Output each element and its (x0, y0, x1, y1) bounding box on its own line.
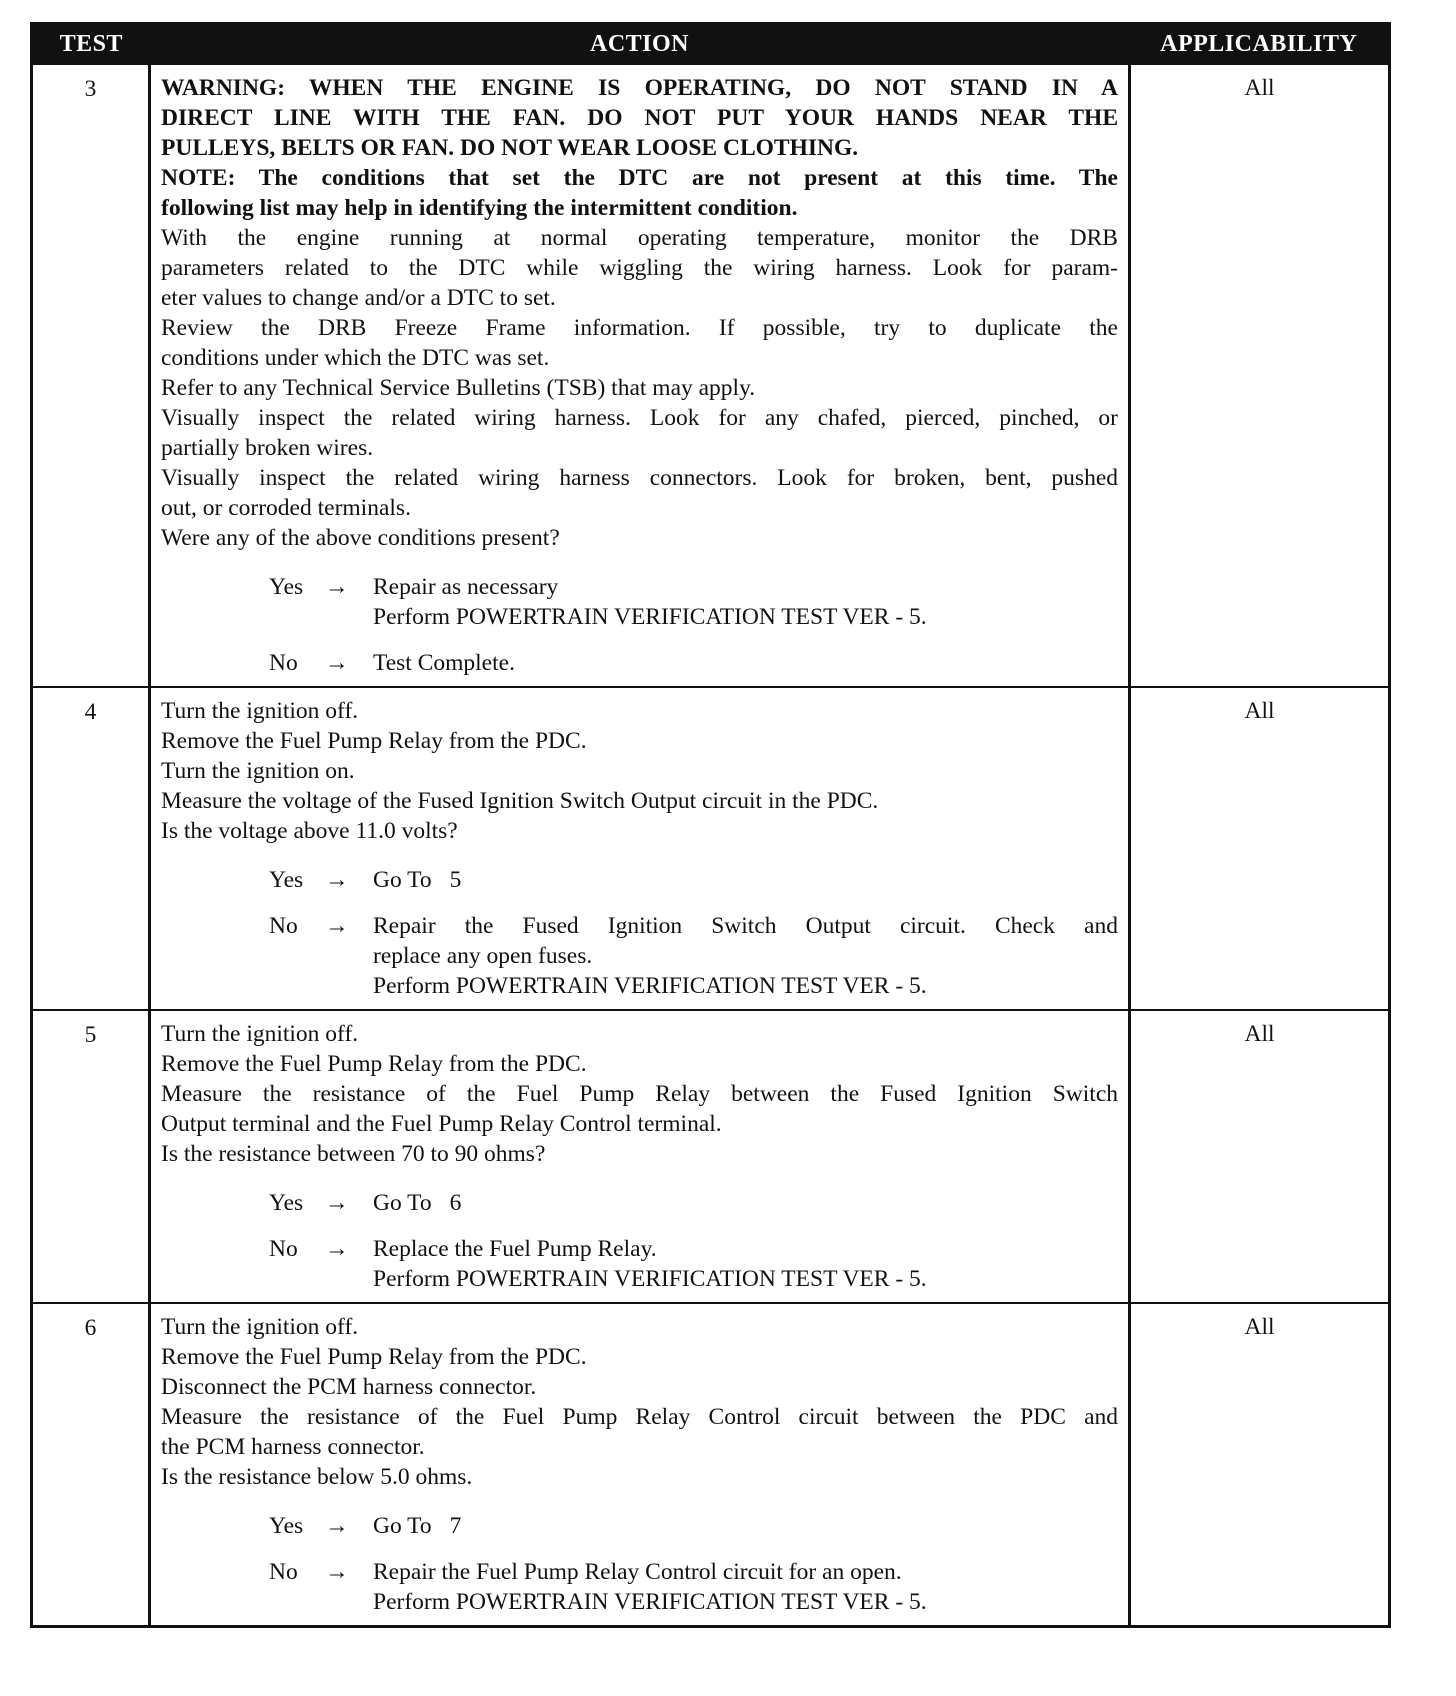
action-text: With the engine running at normal operating temperature, monitor the DRB (161, 225, 1118, 251)
action-text: Turn the ignition off. (161, 1021, 359, 1047)
table-row (32, 1010, 1390, 1303)
arrow-right-icon: → (325, 574, 349, 600)
test-number: 5 (32, 1010, 150, 1303)
goto-text: Go To (373, 867, 432, 893)
yes-outcome (269, 1511, 1118, 1541)
table-row (32, 1303, 1390, 1627)
applicability-value: All (1130, 64, 1390, 687)
outcomes (161, 1188, 1118, 1294)
result-text: Test Complete. (373, 650, 515, 676)
question-text: Is the resistance below 5.0 ohms. (161, 1464, 473, 1490)
arrow-right-icon: → (325, 867, 349, 893)
action-text: eter values to change and/or a DTC to set. (161, 285, 556, 311)
yes-outcome (269, 572, 1118, 632)
action-text: parameters related to the DTC while wiggling the wiring harness. Look for param- (161, 255, 1118, 281)
yes-label: Yes (269, 1513, 304, 1539)
action-text: Disconnect the PCM harness connector. (161, 1374, 537, 1400)
question-text: Were any of the above conditions present? (161, 525, 560, 551)
diagnostic-test-table (30, 22, 1391, 1628)
result-text: Perform POWERTRAIN VERIFICATION TEST VER - 5. (373, 973, 927, 999)
header-action: ACTION (150, 24, 1130, 65)
header-test: TEST (32, 24, 150, 65)
arrow-right-icon: → (325, 913, 349, 939)
yes-outcome (269, 865, 1118, 895)
result-text: replace any open fuses. (373, 943, 593, 969)
no-result (373, 1557, 1118, 1617)
result-text: Repair the Fused Ignition Switch Output circuit. Check and (373, 913, 1118, 939)
action-cell (150, 1303, 1130, 1627)
outcomes (161, 1511, 1118, 1617)
action-cell (150, 687, 1130, 1010)
action-text: Measure the voltage of the Fused Ignition Switch Output circuit in the PDC. (161, 788, 879, 814)
action-text: partially broken wires. (161, 435, 374, 461)
test-number: 6 (32, 1303, 150, 1627)
action-text: the PCM harness connector. (161, 1434, 425, 1460)
note-text: following list may help in identifying the intermittent condition. (161, 195, 798, 221)
no-label: No (269, 1559, 298, 1585)
action-text: Visually inspect the related wiring harness connectors. Look for broken, bent, pushed (161, 465, 1118, 491)
applicability-value: All (1130, 1303, 1390, 1627)
warning-text: DIRECT LINE WITH THE FAN. DO NOT PUT YOUR HANDS NEAR THE (161, 105, 1118, 131)
table-header-row (32, 24, 1390, 65)
action-cell (150, 1010, 1130, 1303)
action-text: Turn the ignition on. (161, 758, 355, 784)
table-row (32, 687, 1390, 1010)
no-outcome (269, 1557, 1118, 1617)
action-text: out, or corroded terminals. (161, 495, 411, 521)
result-text: Repair as necessary (373, 574, 559, 600)
yes-label: Yes (269, 1190, 304, 1216)
no-outcome (269, 1234, 1118, 1294)
no-label: No (269, 650, 298, 676)
arrow-right-icon: → (325, 1513, 349, 1539)
test-number: 3 (32, 64, 150, 687)
outcomes (161, 572, 1118, 678)
action-text: Remove the Fuel Pump Relay from the PDC. (161, 1344, 587, 1370)
no-label: No (269, 913, 298, 939)
arrow-right-icon: → (325, 650, 349, 676)
applicability-value: All (1130, 1010, 1390, 1303)
result-text: Perform POWERTRAIN VERIFICATION TEST VER - 5. (373, 1589, 927, 1615)
warning-text: PULLEYS, BELTS OR FAN. DO NOT WEAR LOOSE CLOTHING. (161, 135, 859, 161)
result-text: Repair the Fuel Pump Relay Control circuit for an open. (373, 1559, 902, 1585)
action-text: Turn the ignition off. (161, 698, 359, 724)
yes-result (373, 1511, 1118, 1541)
no-outcome (269, 911, 1118, 1001)
yes-label: Yes (269, 867, 304, 893)
goto-number: 6 (449, 1190, 462, 1216)
action-text: conditions under which the DTC was set. (161, 345, 550, 371)
yes-outcome (269, 1188, 1118, 1218)
no-label: No (269, 1236, 298, 1262)
action-text: Measure the resistance of the Fuel Pump Relay Control circuit between the PDC and (161, 1404, 1118, 1430)
arrow-right-icon: → (325, 1190, 349, 1216)
action-cell (150, 64, 1130, 687)
header-applicability: APPLICABILITY (1130, 24, 1390, 65)
goto-text: Go To (373, 1190, 432, 1216)
action-text: Turn the ignition off. (161, 1314, 359, 1340)
goto-text: Go To (373, 1513, 432, 1539)
applicability-value: All (1130, 687, 1390, 1010)
question-text: Is the resistance between 70 to 90 ohms? (161, 1141, 546, 1167)
yes-label: Yes (269, 574, 304, 600)
yes-result (373, 865, 1118, 895)
result-text: Replace the Fuel Pump Relay. (373, 1236, 657, 1262)
action-text: Remove the Fuel Pump Relay from the PDC. (161, 1051, 587, 1077)
no-outcome (269, 648, 1118, 678)
test-number: 4 (32, 687, 150, 1010)
action-text: Output terminal and the Fuel Pump Relay Control terminal. (161, 1111, 722, 1137)
action-text: Measure the resistance of the Fuel Pump Relay between the Fused Ignition Switch (161, 1081, 1118, 1107)
result-text: Perform POWERTRAIN VERIFICATION TEST VER - 5. (373, 1266, 927, 1292)
no-result (373, 911, 1118, 1001)
yes-result (373, 1188, 1118, 1218)
table-row (32, 64, 1390, 687)
outcomes (161, 865, 1118, 1001)
arrow-right-icon: → (325, 1559, 349, 1585)
note-text: NOTE: The conditions that set the DTC are not present at this time. The (161, 165, 1118, 191)
goto-number: 5 (449, 867, 462, 893)
result-text: Perform POWERTRAIN VERIFICATION TEST VER - 5. (373, 604, 927, 630)
question-text: Is the voltage above 11.0 volts? (161, 818, 458, 844)
yes-result (373, 572, 1118, 632)
warning-text: WARNING: WHEN THE ENGINE IS OPERATING, DO NOT STAND IN A (161, 75, 1118, 101)
action-text: Remove the Fuel Pump Relay from the PDC. (161, 728, 587, 754)
action-text: Visually inspect the related wiring harness. Look for any chafed, pierced, pinched, or (161, 405, 1118, 431)
action-text: Refer to any Technical Service Bulletins (TSB) that may apply. (161, 375, 756, 401)
arrow-right-icon: → (325, 1236, 349, 1262)
goto-number: 7 (449, 1513, 462, 1539)
no-result (373, 1234, 1118, 1294)
no-result (373, 648, 1118, 678)
action-text: Review the DRB Freeze Frame information. If possible, try to duplicate the (161, 315, 1118, 341)
